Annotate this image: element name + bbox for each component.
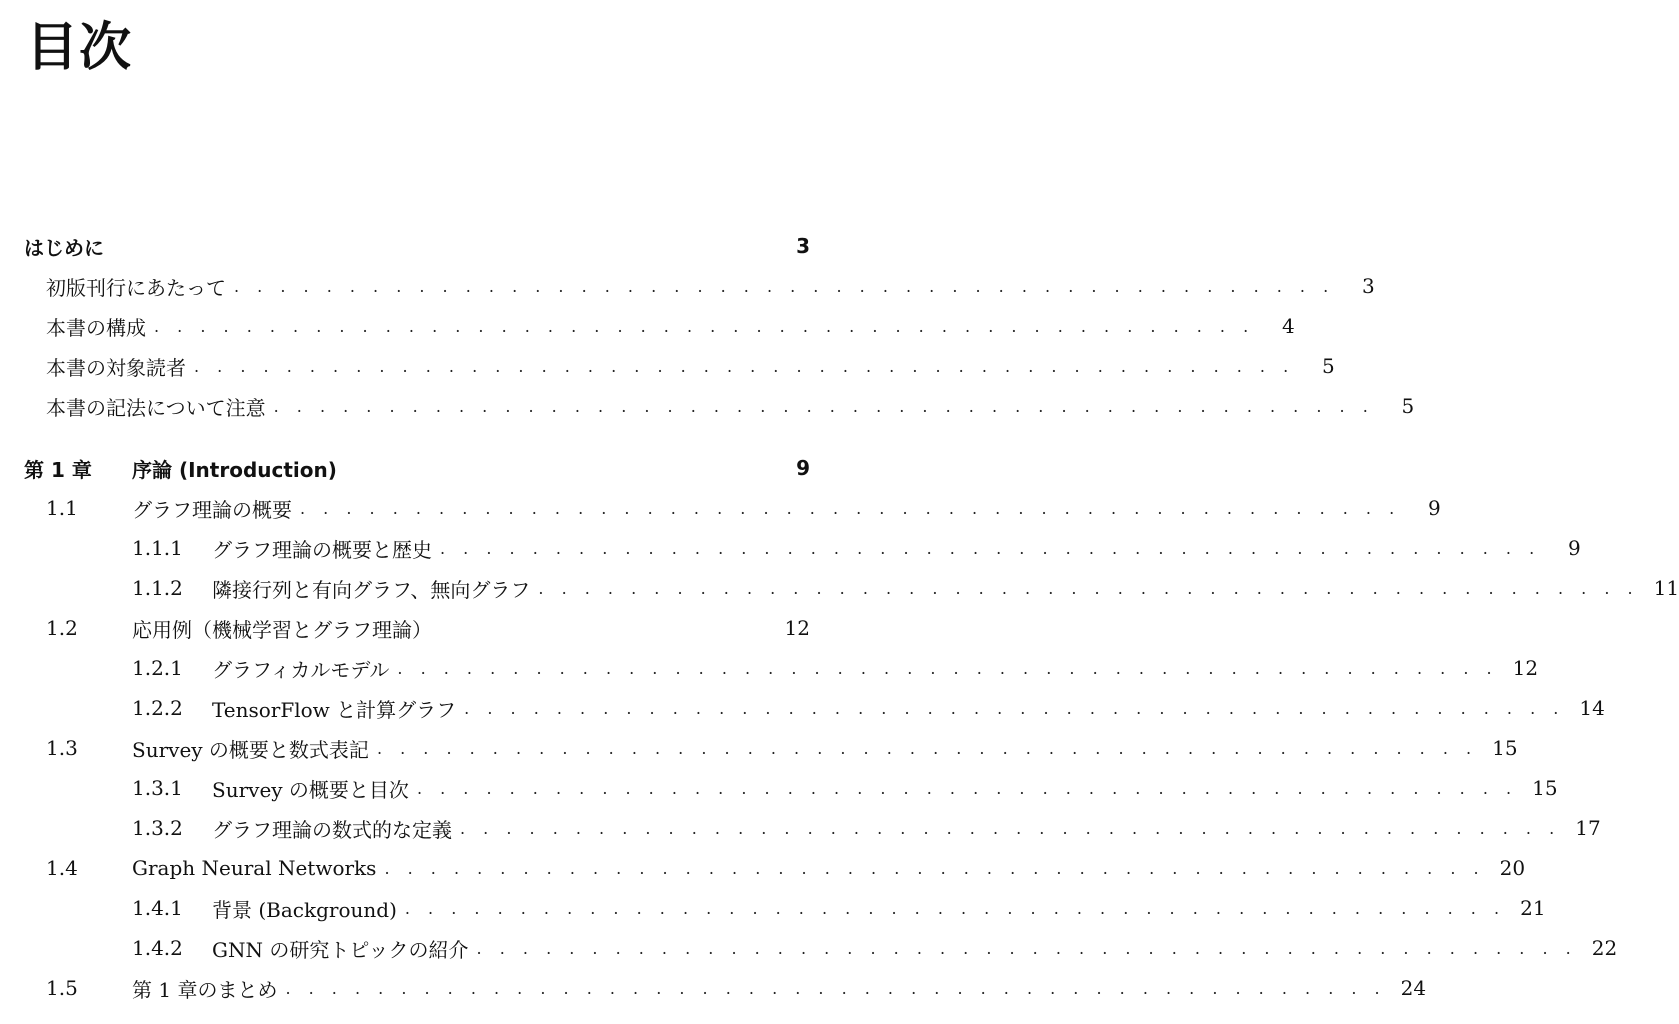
toc-entry-number: 1.5 [46, 976, 78, 1000]
toc-entry-title: はじめに [24, 232, 110, 261]
toc-entry-page: 20 [1499, 856, 1526, 880]
toc-entry-page: 12 [784, 616, 810, 640]
toc-entry-title: グラフ理論の概要 [132, 494, 298, 523]
toc-entry[interactable] [24, 808, 1601, 848]
toc-entry-title: 本書の構成 [46, 312, 152, 341]
toc-entry-title: 本書の対象読者 [46, 352, 192, 381]
toc-entry[interactable] [24, 648, 1539, 688]
toc-entry[interactable] [24, 848, 1526, 888]
dot-leader: . . . . . . . . . . . . . . . . . . . . . . . . . . . . . . . . . . . . . . . . . . . . . . . . [538, 578, 1640, 598]
toc-entry-page: 15 [1492, 736, 1518, 760]
toc-entry[interactable] [24, 346, 1335, 386]
toc-entry[interactable] [24, 608, 810, 648]
dot-leader: . . . . . . . . . . . . . . . . . . . . . . . . . . . . . . . . . . . . . . . . . . . . . . . . [384, 858, 1486, 878]
toc-entry-number: 第 1 章 [24, 457, 92, 482]
toc-entry-page: 21 [1520, 896, 1546, 920]
toc-entry-title: グラフ理論の数式的な定義 [212, 814, 458, 843]
toc-chapter-heading[interactable] [24, 448, 810, 488]
toc-entry-number: 1.3.2 [132, 816, 183, 840]
toc-entry-title: 背景 (Background) [212, 894, 403, 923]
toc-entry-number: 1.4.1 [132, 896, 183, 920]
toc-entry[interactable] [24, 768, 1558, 808]
dot-leader: . . . . . . . . . . . . . . . . . . . . . . . . . . . . . . . . . . . . . . . . . . . . . . . . [376, 738, 1478, 758]
toc-entry-title: TensorFlow と計算グラフ [212, 694, 462, 723]
toc-entry-title: 初版刊行にあたって [46, 272, 232, 301]
dot-leader: . . . . . . . . . . . . . . . . . . . . . . . . . . . . . . . . . . . . . . . . . . . . . . . . [416, 778, 1518, 798]
toc-entry-page: 14 [1579, 696, 1605, 720]
toc-entry-page: 5 [1321, 354, 1335, 378]
toc-entry-number: 1.2.1 [132, 656, 183, 680]
toc-preface-heading[interactable] [24, 226, 810, 266]
toc-entry-page: 9 [796, 456, 810, 480]
toc-entry-page: 11 [1653, 576, 1679, 600]
toc-entry-title: 隣接行列と有向グラフ、無向グラフ [212, 574, 536, 603]
toc-entry-title: Survey の概要と目次 [212, 774, 415, 803]
toc-entry-number: 1.4 [46, 856, 78, 880]
toc-entry[interactable] [24, 528, 1581, 568]
toc-entry[interactable] [24, 968, 1427, 1008]
toc-entry-number: 1.3 [46, 736, 78, 760]
toc-entry-title: グラフ理論の概要と歴史 [212, 534, 438, 563]
toc-entry-number: 1.1.1 [132, 536, 183, 560]
toc-entry-page: 9 [1567, 536, 1581, 560]
toc-entry-page: 22 [1591, 936, 1618, 960]
toc-entry-title: グラフィカルモデル [212, 654, 395, 683]
toc-entry-title: Survey の概要と数式表記 [132, 734, 375, 763]
dot-leader: . . . . . . . . . . . . . . . . . . . . . . . . . . . . . . . . . . . . . . . . . . . . . . . . [234, 276, 1335, 296]
toc-entry-title: 応用例（機械学習とグラフ理論） [132, 614, 438, 643]
toc-entry[interactable] [24, 928, 1618, 968]
toc-entry-page: 17 [1575, 816, 1601, 840]
toc-entry-page: 9 [1427, 496, 1441, 520]
toc-entry-title: Graph Neural Networks [132, 856, 382, 880]
toc-entry-number: 1.4.2 [132, 936, 183, 960]
toc-entry-number: 1.2 [46, 616, 78, 640]
toc-entry[interactable] [24, 488, 1441, 528]
toc-entry-page: 3 [1361, 274, 1375, 298]
toc-entry-title: GNN の研究トピックの紹介 [212, 934, 475, 963]
toc-entry[interactable] [24, 306, 1295, 346]
toc-entry-number: 1.1.2 [132, 576, 183, 600]
dot-leader: . . . . . . . . . . . . . . . . . . . . . . . . . . . . . . . . . . . . . . . . . . . . . . . . [194, 356, 1295, 376]
toc-entry-number: 1.1 [46, 496, 78, 520]
section-gap [24, 426, 810, 448]
toc-entry-title: 序論 (Introduction) [132, 454, 343, 483]
dot-leader: . . . . . . . . . . . . . . . . . . . . . . . . . . . . . . . . . . . . . . . . . . . . . . . . [476, 938, 1578, 958]
toc-entry[interactable] [24, 386, 1415, 426]
toc-entry[interactable] [24, 888, 1546, 928]
toc-entry-number: 1.2.2 [132, 696, 183, 720]
toc-entry-page: 12 [1512, 656, 1539, 680]
toc-entry-page: 3 [796, 234, 810, 258]
dot-leader: . . . . . . . . . . . . . . . . . . . . . . . . . . . . . . . . . . . . . . . . . . . . . . . . [300, 498, 1401, 518]
toc-entry-page: 4 [1281, 314, 1295, 338]
toc-entry[interactable] [24, 568, 1679, 608]
toc-entry[interactable] [24, 728, 1518, 768]
dot-leader: . . . . . . . . . . . . . . . . . . . . . . . . . . . . . . . . . . . . . . . . . . . . . . . . [397, 658, 1499, 678]
toc-entry-page: 5 [1401, 394, 1415, 418]
dot-leader: . . . . . . . . . . . . . . . . . . . . . . . . . . . . . . . . . . . . . . . . . . . . . . . . [285, 978, 1387, 998]
dot-leader: . . . . . . . . . . . . . . . . . . . . . . . . . . . . . . . . . . . . . . . . . . . . . . . . [273, 396, 1375, 416]
dot-leader: . . . . . . . . . . . . . . . . . . . . . . . . . . . . . . . . . . . . . . . . . . . . . . . . [464, 698, 1565, 718]
toc-entry-page: 24 [1400, 976, 1427, 1000]
toc-entry-title: 本書の記法について注意 [46, 392, 272, 421]
dot-leader: . . . . . . . . . . . . . . . . . . . . . . . . . . . . . . . . . . . . . . . . . . . . . . . . [440, 538, 1541, 558]
toc-entry-number: 1.3.1 [132, 776, 183, 800]
toc-entry[interactable] [24, 688, 1605, 728]
toc-entry[interactable] [24, 266, 1375, 306]
dot-leader: . . . . . . . . . . . . . . . . . . . . . . . . . . . . . . . . . . . . . . . . . . . . . . . . [404, 898, 1506, 918]
toc-entry-page: 15 [1532, 776, 1558, 800]
dot-leader: . . . . . . . . . . . . . . . . . . . . . . . . . . . . . . . . . . . . . . . . . . . . . . . . [154, 316, 1255, 336]
dot-leader: . . . . . . . . . . . . . . . . . . . . . . . . . . . . . . . . . . . . . . . . . . . . . . . . [460, 818, 1561, 838]
page-title: 目次 [26, 18, 133, 78]
table-of-contents [24, 226, 1679, 1008]
toc-entry-title: 第 1 章のまとめ [132, 974, 283, 1003]
